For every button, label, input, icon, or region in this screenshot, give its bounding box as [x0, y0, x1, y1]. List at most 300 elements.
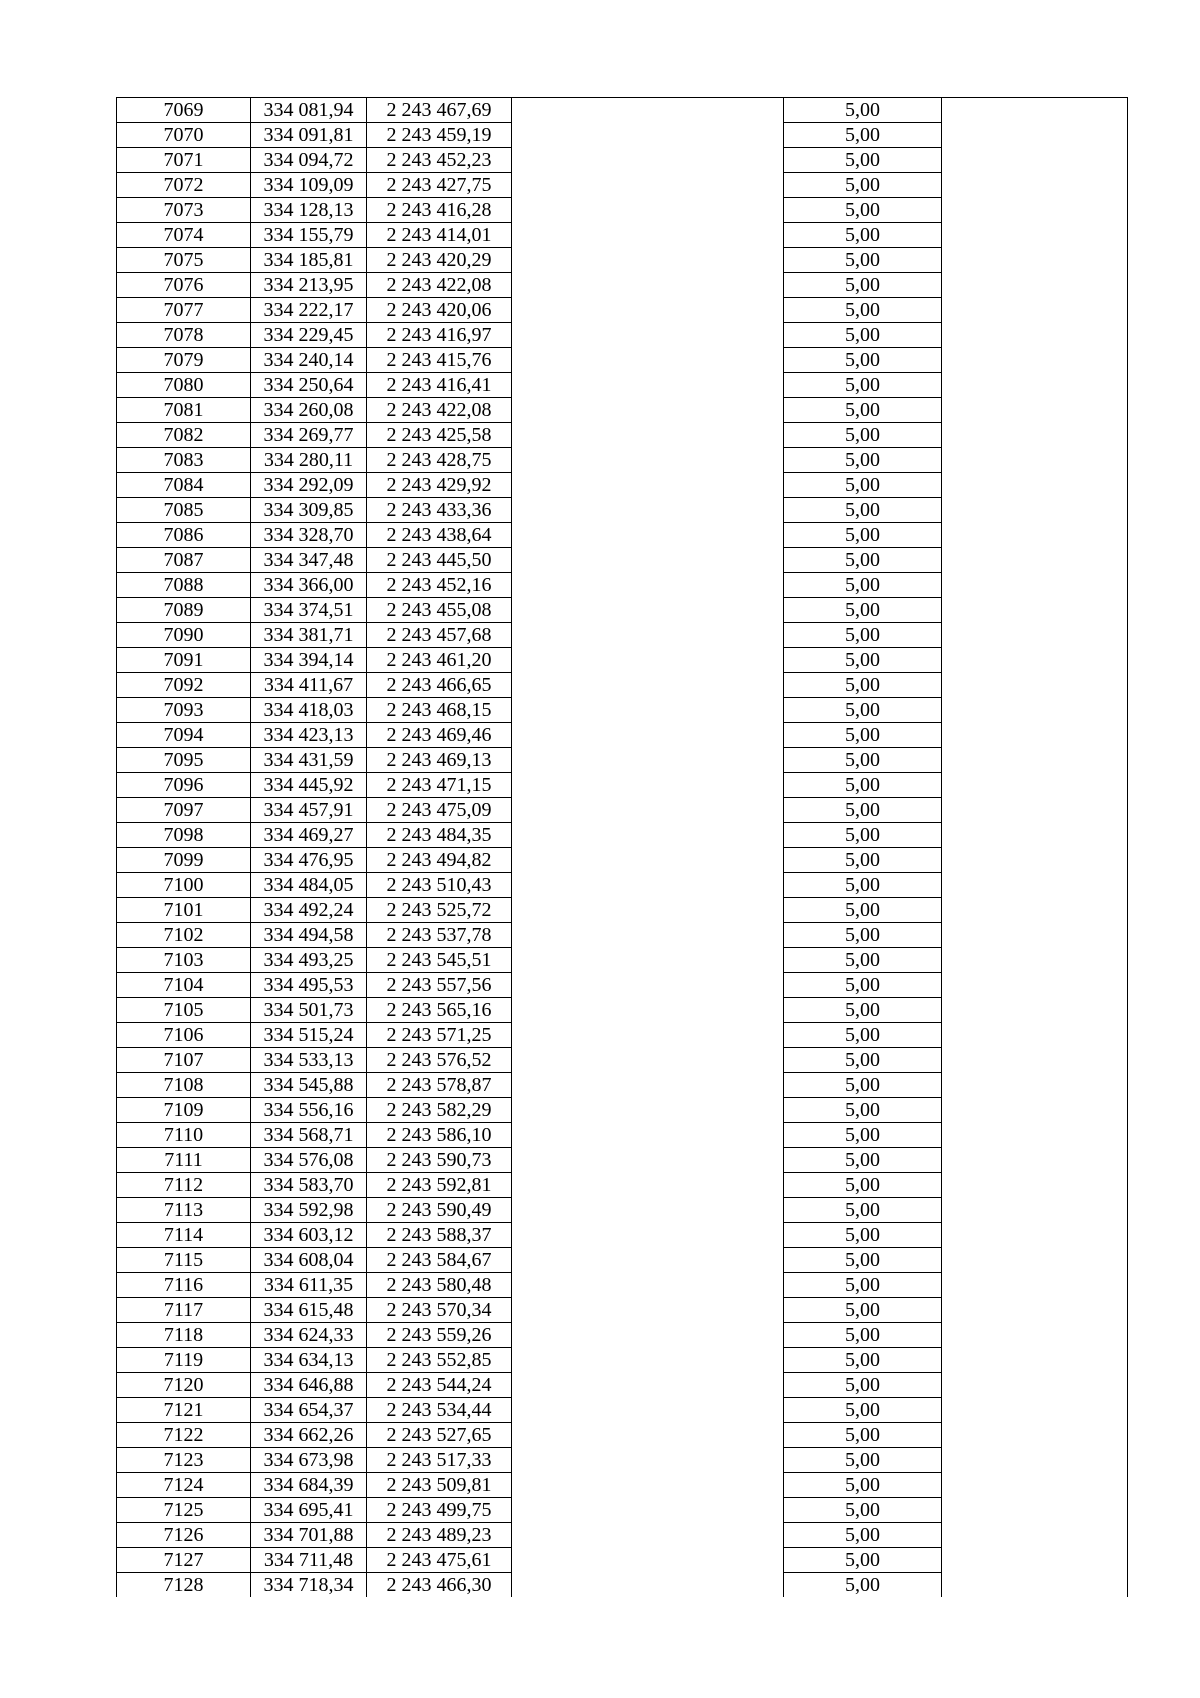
empty-cell — [512, 998, 784, 1023]
table-row — [117, 623, 1128, 648]
empty-cell — [942, 698, 1128, 723]
point-number-cell: 7082 — [117, 423, 251, 448]
y-coordinate-cell: 2 243 416,28 — [367, 198, 512, 223]
empty-cell — [942, 1048, 1128, 1073]
tolerance-cell: 5,00 — [784, 1398, 942, 1423]
table-row — [117, 648, 1128, 673]
tolerance-cell: 5,00 — [784, 498, 942, 523]
table-row — [117, 1573, 1128, 1598]
empty-cell — [512, 1123, 784, 1148]
point-number-cell: 7095 — [117, 748, 251, 773]
empty-cell — [512, 1173, 784, 1198]
y-coordinate-cell: 2 243 416,41 — [367, 373, 512, 398]
empty-cell — [942, 248, 1128, 273]
table-row — [117, 998, 1128, 1023]
point-number-cell: 7096 — [117, 773, 251, 798]
x-coordinate-cell: 334 431,59 — [251, 748, 367, 773]
point-number-cell: 7084 — [117, 473, 251, 498]
x-coordinate-cell: 334 556,16 — [251, 1098, 367, 1123]
y-coordinate-cell: 2 243 552,85 — [367, 1348, 512, 1373]
point-number-cell: 7117 — [117, 1298, 251, 1323]
empty-cell — [512, 1298, 784, 1323]
empty-cell — [512, 573, 784, 598]
x-coordinate-cell: 334 624,33 — [251, 1323, 367, 1348]
point-number-cell: 7085 — [117, 498, 251, 523]
empty-cell — [512, 673, 784, 698]
empty-cell — [942, 623, 1128, 648]
point-number-cell: 7108 — [117, 1073, 251, 1098]
table-row — [117, 1023, 1128, 1048]
table-row — [117, 198, 1128, 223]
x-coordinate-cell: 334 611,35 — [251, 1273, 367, 1298]
empty-cell — [942, 1448, 1128, 1473]
y-coordinate-cell: 2 243 537,78 — [367, 923, 512, 948]
y-coordinate-cell: 2 243 433,36 — [367, 498, 512, 523]
empty-cell — [942, 298, 1128, 323]
empty-cell — [942, 1498, 1128, 1523]
table-row — [117, 1098, 1128, 1123]
tolerance-cell: 5,00 — [784, 398, 942, 423]
point-number-cell: 7103 — [117, 948, 251, 973]
point-number-cell: 7125 — [117, 1498, 251, 1523]
empty-cell — [512, 1048, 784, 1073]
empty-cell — [942, 898, 1128, 923]
tolerance-cell: 5,00 — [784, 1173, 942, 1198]
table-row — [117, 1423, 1128, 1448]
empty-cell — [942, 1273, 1128, 1298]
point-number-cell: 7118 — [117, 1323, 251, 1348]
y-coordinate-cell: 2 243 559,26 — [367, 1323, 512, 1348]
table-row — [117, 1348, 1128, 1373]
empty-cell — [512, 523, 784, 548]
table-row — [117, 273, 1128, 298]
y-coordinate-cell: 2 243 571,25 — [367, 1023, 512, 1048]
x-coordinate-cell: 334 634,13 — [251, 1348, 367, 1373]
x-coordinate-cell: 334 260,08 — [251, 398, 367, 423]
empty-cell — [512, 973, 784, 998]
table-row — [117, 148, 1128, 173]
table-row — [117, 98, 1128, 123]
empty-cell — [512, 273, 784, 298]
point-number-cell: 7114 — [117, 1223, 251, 1248]
empty-cell — [942, 648, 1128, 673]
point-number-cell: 7079 — [117, 348, 251, 373]
point-number-cell: 7113 — [117, 1198, 251, 1223]
point-number-cell: 7094 — [117, 723, 251, 748]
tolerance-cell: 5,00 — [784, 748, 942, 773]
tolerance-cell: 5,00 — [784, 273, 942, 298]
x-coordinate-cell: 334 718,34 — [251, 1573, 367, 1598]
empty-cell — [942, 598, 1128, 623]
y-coordinate-cell: 2 243 428,75 — [367, 448, 512, 473]
point-number-cell: 7069 — [117, 98, 251, 123]
tolerance-cell: 5,00 — [784, 798, 942, 823]
table-row — [117, 348, 1128, 373]
x-coordinate-cell: 334 492,24 — [251, 898, 367, 923]
y-coordinate-cell: 2 243 422,08 — [367, 398, 512, 423]
point-number-cell: 7101 — [117, 898, 251, 923]
x-coordinate-cell: 334 269,77 — [251, 423, 367, 448]
x-coordinate-cell: 334 701,88 — [251, 1523, 367, 1548]
empty-cell — [942, 373, 1128, 398]
tolerance-cell: 5,00 — [784, 998, 942, 1023]
empty-cell — [942, 1373, 1128, 1398]
point-number-cell: 7123 — [117, 1448, 251, 1473]
y-coordinate-cell: 2 243 525,72 — [367, 898, 512, 923]
table-row — [117, 898, 1128, 923]
tolerance-cell: 5,00 — [784, 773, 942, 798]
empty-cell — [512, 1023, 784, 1048]
point-number-cell: 7104 — [117, 973, 251, 998]
y-coordinate-cell: 2 243 467,69 — [367, 98, 512, 123]
x-coordinate-cell: 334 185,81 — [251, 248, 367, 273]
tolerance-cell: 5,00 — [784, 1523, 942, 1548]
table-row — [117, 448, 1128, 473]
table-row — [117, 1048, 1128, 1073]
y-coordinate-cell: 2 243 429,92 — [367, 473, 512, 498]
empty-cell — [512, 173, 784, 198]
tolerance-cell: 5,00 — [784, 623, 942, 648]
y-coordinate-cell: 2 243 517,33 — [367, 1448, 512, 1473]
x-coordinate-cell: 334 222,17 — [251, 298, 367, 323]
empty-cell — [512, 1323, 784, 1348]
empty-cell — [942, 673, 1128, 698]
empty-cell — [942, 1198, 1128, 1223]
y-coordinate-cell: 2 243 457,68 — [367, 623, 512, 648]
table-row — [117, 323, 1128, 348]
y-coordinate-cell: 2 243 584,67 — [367, 1248, 512, 1273]
empty-cell — [512, 1348, 784, 1373]
point-number-cell: 7120 — [117, 1373, 251, 1398]
tolerance-cell: 5,00 — [784, 123, 942, 148]
point-number-cell: 7122 — [117, 1423, 251, 1448]
x-coordinate-cell: 334 533,13 — [251, 1048, 367, 1073]
empty-cell — [512, 823, 784, 848]
empty-cell — [512, 623, 784, 648]
empty-cell — [512, 1423, 784, 1448]
x-coordinate-cell: 334 484,05 — [251, 873, 367, 898]
empty-cell — [512, 448, 784, 473]
empty-cell — [512, 773, 784, 798]
tolerance-cell: 5,00 — [784, 698, 942, 723]
x-coordinate-cell: 334 662,26 — [251, 1423, 367, 1448]
table-row — [117, 1548, 1128, 1573]
y-coordinate-cell: 2 243 452,16 — [367, 573, 512, 598]
y-coordinate-cell: 2 243 489,23 — [367, 1523, 512, 1548]
table-row — [117, 748, 1128, 773]
x-coordinate-cell: 334 646,88 — [251, 1373, 367, 1398]
x-coordinate-cell: 334 423,13 — [251, 723, 367, 748]
empty-cell — [512, 1548, 784, 1573]
x-coordinate-cell: 334 155,79 — [251, 223, 367, 248]
tolerance-cell: 5,00 — [784, 1148, 942, 1173]
empty-cell — [942, 423, 1128, 448]
table-row — [117, 1073, 1128, 1098]
point-number-cell: 7121 — [117, 1398, 251, 1423]
empty-cell — [512, 348, 784, 373]
x-coordinate-cell: 334 654,37 — [251, 1398, 367, 1423]
point-number-cell: 7115 — [117, 1248, 251, 1273]
table-row — [117, 248, 1128, 273]
y-coordinate-cell: 2 243 578,87 — [367, 1073, 512, 1098]
y-coordinate-cell: 2 243 425,58 — [367, 423, 512, 448]
tolerance-cell: 5,00 — [784, 598, 942, 623]
table-row — [117, 923, 1128, 948]
empty-cell — [512, 323, 784, 348]
point-number-cell: 7080 — [117, 373, 251, 398]
empty-cell — [942, 173, 1128, 198]
empty-cell — [942, 1548, 1128, 1573]
empty-cell — [942, 748, 1128, 773]
empty-cell — [512, 1223, 784, 1248]
empty-cell — [512, 198, 784, 223]
tolerance-cell: 5,00 — [784, 198, 942, 223]
table-row — [117, 1298, 1128, 1323]
point-number-cell: 7111 — [117, 1148, 251, 1173]
x-coordinate-cell: 334 695,41 — [251, 1498, 367, 1523]
tolerance-cell: 5,00 — [784, 873, 942, 898]
empty-cell — [942, 448, 1128, 473]
point-number-cell: 7126 — [117, 1523, 251, 1548]
table-row — [117, 548, 1128, 573]
empty-cell — [942, 1523, 1128, 1548]
empty-cell — [942, 198, 1128, 223]
y-coordinate-cell: 2 243 590,73 — [367, 1148, 512, 1173]
point-number-cell: 7073 — [117, 198, 251, 223]
point-number-cell: 7110 — [117, 1123, 251, 1148]
empty-cell — [942, 398, 1128, 423]
y-coordinate-cell: 2 243 484,35 — [367, 823, 512, 848]
tolerance-cell: 5,00 — [784, 1423, 942, 1448]
y-coordinate-cell: 2 243 534,44 — [367, 1398, 512, 1423]
x-coordinate-cell: 334 501,73 — [251, 998, 367, 1023]
tolerance-cell: 5,00 — [784, 573, 942, 598]
tolerance-cell: 5,00 — [784, 1098, 942, 1123]
tolerance-cell: 5,00 — [784, 548, 942, 573]
tolerance-cell: 5,00 — [784, 1123, 942, 1148]
point-number-cell: 7075 — [117, 248, 251, 273]
x-coordinate-cell: 334 493,25 — [251, 948, 367, 973]
empty-cell — [942, 548, 1128, 573]
y-coordinate-cell: 2 243 461,20 — [367, 648, 512, 673]
point-number-cell: 7119 — [117, 1348, 251, 1373]
tolerance-cell: 5,00 — [784, 1298, 942, 1323]
empty-cell — [512, 248, 784, 273]
x-coordinate-cell: 334 213,95 — [251, 273, 367, 298]
tolerance-cell: 5,00 — [784, 448, 942, 473]
tolerance-cell: 5,00 — [784, 98, 942, 123]
table-row — [117, 1173, 1128, 1198]
table-row — [117, 1373, 1128, 1398]
empty-cell — [942, 1173, 1128, 1198]
x-coordinate-cell: 334 469,27 — [251, 823, 367, 848]
empty-cell — [942, 273, 1128, 298]
x-coordinate-cell: 334 476,95 — [251, 848, 367, 873]
table-row — [117, 473, 1128, 498]
point-number-cell: 7070 — [117, 123, 251, 148]
table-row — [117, 498, 1128, 523]
empty-cell — [942, 1123, 1128, 1148]
y-coordinate-cell: 2 243 527,65 — [367, 1423, 512, 1448]
x-coordinate-cell: 334 592,98 — [251, 1198, 367, 1223]
empty-cell — [512, 648, 784, 673]
empty-cell — [512, 1373, 784, 1398]
empty-cell — [512, 1498, 784, 1523]
empty-cell — [942, 523, 1128, 548]
empty-cell — [942, 948, 1128, 973]
tolerance-cell: 5,00 — [784, 1223, 942, 1248]
y-coordinate-cell: 2 243 452,23 — [367, 148, 512, 173]
table-row — [117, 373, 1128, 398]
empty-cell — [942, 1423, 1128, 1448]
empty-cell — [512, 298, 784, 323]
y-coordinate-cell: 2 243 565,16 — [367, 998, 512, 1023]
x-coordinate-cell: 334 445,92 — [251, 773, 367, 798]
table-row — [117, 698, 1128, 723]
empty-cell — [942, 1098, 1128, 1123]
coordinate-table-container — [116, 97, 1128, 1597]
y-coordinate-cell: 2 243 469,13 — [367, 748, 512, 773]
point-number-cell: 7076 — [117, 273, 251, 298]
tolerance-cell: 5,00 — [784, 1573, 942, 1598]
table-row — [117, 1273, 1128, 1298]
point-number-cell: 7092 — [117, 673, 251, 698]
x-coordinate-cell: 334 250,64 — [251, 373, 367, 398]
y-coordinate-cell: 2 243 455,08 — [367, 598, 512, 623]
empty-cell — [512, 748, 784, 773]
point-number-cell: 7107 — [117, 1048, 251, 1073]
x-coordinate-cell: 334 495,53 — [251, 973, 367, 998]
tolerance-cell: 5,00 — [784, 298, 942, 323]
tolerance-cell: 5,00 — [784, 173, 942, 198]
point-number-cell: 7105 — [117, 998, 251, 1023]
empty-cell — [942, 1298, 1128, 1323]
x-coordinate-cell: 334 603,12 — [251, 1223, 367, 1248]
y-coordinate-cell: 2 243 494,82 — [367, 848, 512, 873]
tolerance-cell: 5,00 — [784, 673, 942, 698]
table-row — [117, 573, 1128, 598]
table-row — [117, 523, 1128, 548]
point-number-cell: 7093 — [117, 698, 251, 723]
table-row — [117, 1398, 1128, 1423]
table-row — [117, 598, 1128, 623]
empty-cell — [942, 573, 1128, 598]
table-row — [117, 1473, 1128, 1498]
empty-cell — [942, 973, 1128, 998]
y-coordinate-cell: 2 243 545,51 — [367, 948, 512, 973]
x-coordinate-cell: 334 109,09 — [251, 173, 367, 198]
empty-cell — [942, 98, 1128, 123]
empty-cell — [942, 998, 1128, 1023]
y-coordinate-cell: 2 243 445,50 — [367, 548, 512, 573]
empty-cell — [512, 1473, 784, 1498]
empty-cell — [942, 1148, 1128, 1173]
point-number-cell: 7072 — [117, 173, 251, 198]
empty-cell — [512, 1098, 784, 1123]
point-number-cell: 7071 — [117, 148, 251, 173]
empty-cell — [942, 1248, 1128, 1273]
table-row — [117, 1223, 1128, 1248]
point-number-cell: 7124 — [117, 1473, 251, 1498]
point-number-cell: 7091 — [117, 648, 251, 673]
y-coordinate-cell: 2 243 466,30 — [367, 1573, 512, 1598]
x-coordinate-cell: 334 292,09 — [251, 473, 367, 498]
empty-cell — [512, 1148, 784, 1173]
tolerance-cell: 5,00 — [784, 848, 942, 873]
empty-cell — [512, 423, 784, 448]
table-row — [117, 298, 1128, 323]
empty-cell — [942, 123, 1128, 148]
x-coordinate-cell: 334 094,72 — [251, 148, 367, 173]
y-coordinate-cell: 2 243 466,65 — [367, 673, 512, 698]
tolerance-cell: 5,00 — [784, 423, 942, 448]
empty-cell — [512, 873, 784, 898]
x-coordinate-cell: 334 568,71 — [251, 1123, 367, 1148]
empty-cell — [512, 1573, 784, 1598]
empty-cell — [512, 1073, 784, 1098]
point-number-cell: 7074 — [117, 223, 251, 248]
y-coordinate-cell: 2 243 576,52 — [367, 1048, 512, 1073]
point-number-cell: 7078 — [117, 323, 251, 348]
tolerance-cell: 5,00 — [784, 473, 942, 498]
tolerance-cell: 5,00 — [784, 1473, 942, 1498]
coordinate-table — [116, 97, 1128, 1597]
y-coordinate-cell: 2 243 509,81 — [367, 1473, 512, 1498]
x-coordinate-cell: 334 381,71 — [251, 623, 367, 648]
table-row — [117, 973, 1128, 998]
empty-cell — [942, 223, 1128, 248]
empty-cell — [512, 1198, 784, 1223]
table-row — [117, 1498, 1128, 1523]
point-number-cell: 7088 — [117, 573, 251, 598]
empty-cell — [942, 1398, 1128, 1423]
tolerance-cell: 5,00 — [784, 223, 942, 248]
x-coordinate-cell: 334 684,39 — [251, 1473, 367, 1498]
empty-cell — [512, 798, 784, 823]
y-coordinate-cell: 2 243 510,43 — [367, 873, 512, 898]
empty-cell — [942, 773, 1128, 798]
table-row — [117, 1448, 1128, 1473]
table-row — [117, 423, 1128, 448]
y-coordinate-cell: 2 243 438,64 — [367, 523, 512, 548]
x-coordinate-cell: 334 280,11 — [251, 448, 367, 473]
point-number-cell: 7089 — [117, 598, 251, 623]
point-number-cell: 7116 — [117, 1273, 251, 1298]
tolerance-cell: 5,00 — [784, 1323, 942, 1348]
x-coordinate-cell: 334 711,48 — [251, 1548, 367, 1573]
table-row — [117, 223, 1128, 248]
tolerance-cell: 5,00 — [784, 1048, 942, 1073]
tolerance-cell: 5,00 — [784, 1548, 942, 1573]
point-number-cell: 7097 — [117, 798, 251, 823]
empty-cell — [942, 498, 1128, 523]
tolerance-cell: 5,00 — [784, 323, 942, 348]
empty-cell — [512, 698, 784, 723]
tolerance-cell: 5,00 — [784, 973, 942, 998]
point-number-cell: 7087 — [117, 548, 251, 573]
empty-cell — [512, 898, 784, 923]
x-coordinate-cell: 334 347,48 — [251, 548, 367, 573]
empty-cell — [512, 498, 784, 523]
point-number-cell: 7081 — [117, 398, 251, 423]
y-coordinate-cell: 2 243 415,76 — [367, 348, 512, 373]
x-coordinate-cell: 334 128,13 — [251, 198, 367, 223]
tolerance-cell: 5,00 — [784, 1073, 942, 1098]
x-coordinate-cell: 334 374,51 — [251, 598, 367, 623]
empty-cell — [942, 798, 1128, 823]
table-row — [117, 123, 1128, 148]
y-coordinate-cell: 2 243 570,34 — [367, 1298, 512, 1323]
